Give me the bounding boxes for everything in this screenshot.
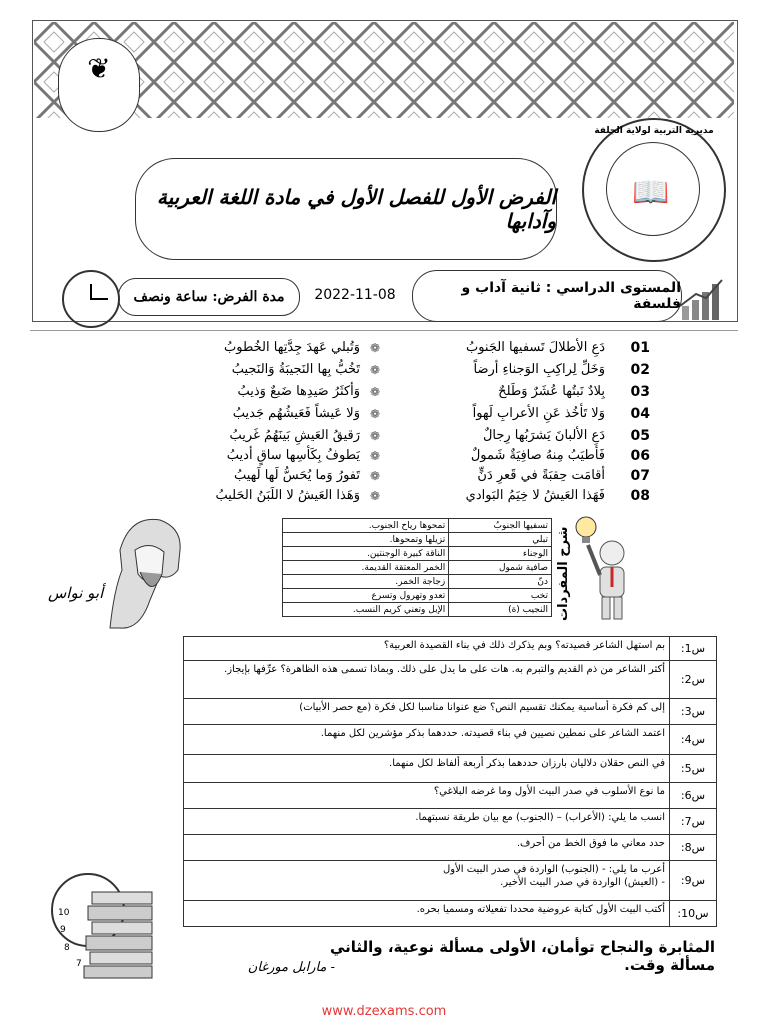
question-row — [184, 809, 717, 835]
verse-second-hemistich: تَخُبُّ بِها النَجيبَةُ وَالنَجيبُ — [231, 362, 360, 377]
motto-quote: المثابرة والنجاح توأمان، الأولى مسألة نوعية، والثاني مسألة وقت. — [329, 938, 715, 974]
verse-second-hemistich: تَفورُ وَما يُحَسُّ لَها لَهيبُ — [233, 468, 360, 483]
question-text: ما نوع الأسلوب في صدر البيت الأول وما غرضه البلاغي؟ — [184, 783, 670, 809]
quote-author: - مارابل مورغان — [247, 960, 335, 975]
class-level: المستوى الدراسي : ثانية آداب و فلسفة — [412, 270, 682, 322]
vocab-word: الوجناء — [449, 547, 552, 561]
verse-first-hemistich: وَخَلِّ لِراكِبِ الوَجناءِ أرضاً — [473, 362, 605, 377]
verse-number: 01 — [630, 340, 650, 356]
vocab-word: النجيب (ة) — [449, 603, 552, 617]
question-number: س2: — [670, 661, 717, 699]
question-text: إلى كم فكرة أساسية يمكنك تقسيم النص؟ ضع عنوانا مناسبا لكل فكرة (مع حصر الأبيات) — [184, 699, 670, 725]
vocab-word: دنّ — [449, 575, 552, 589]
verse-second-hemistich: وَأكثَرُ صَيدِها ضَبعٌ وَذيبُ — [237, 384, 360, 399]
vocab-row — [283, 603, 552, 617]
ornament-icon: ❁ — [369, 429, 381, 443]
exam-title: الفرض الأول للفصل الأول في مادة اللغة العربية وآدابها — [156, 185, 556, 233]
svg-text:10: 10 — [58, 908, 70, 918]
verse-number: 05 — [630, 428, 650, 444]
verse-number: 08 — [630, 488, 650, 504]
clock-icon — [62, 270, 120, 328]
question-row — [184, 861, 717, 901]
verse-second-hemistich: وَهَذا العَيشُ لا اللَبَنُ الحَليبُ — [215, 488, 360, 503]
question-number: س1: — [670, 637, 717, 661]
question-text: بم استهل الشاعر قصيدته؟ وبم يذكرك ذلك في بناء القصيدة العربية؟ — [184, 637, 670, 661]
question-row — [184, 699, 717, 725]
question-row — [184, 901, 717, 927]
verse-first-hemistich: دَعِ الألبانَ يَشرَبُها رِجالٌ — [482, 428, 605, 443]
ornament-icon: ❁ — [369, 341, 381, 355]
verse-second-hemistich: وَلا عَيشاً فَعَيشُهُم جَديبُ — [232, 406, 360, 421]
exam-date: 2022-11-08 — [314, 287, 396, 303]
verse-row — [170, 384, 650, 406]
school-logo — [58, 38, 140, 132]
verse-number: 04 — [630, 406, 650, 422]
question-row — [184, 835, 717, 861]
vocab-row — [283, 589, 552, 603]
exam-title-box — [135, 158, 557, 260]
question-text: أعرب ما يلي: - (الجنوب) الواردة في صدر البيت الأول - (العيش) الواردة في صدر البيت الأخير. — [184, 861, 670, 901]
verse-first-hemistich: فَهَذا العَيشُ لا خِيَمُ البَوادي — [465, 488, 605, 503]
question-number: س10: — [670, 901, 717, 927]
poet-name: أبو نواس — [48, 584, 104, 602]
verse-number: 06 — [630, 448, 650, 464]
vocab-row — [283, 547, 552, 561]
verse-number: 02 — [630, 362, 650, 378]
question-row — [184, 755, 717, 783]
vocab-meaning: تزيلها وتمحوها. — [283, 533, 449, 547]
verse-first-hemistich: فَأطيَبُ مِنهُ صافِيَةٌ شَمولٌ — [470, 448, 605, 463]
vocab-row — [283, 575, 552, 589]
svg-text:8: 8 — [64, 943, 70, 953]
lightbulb-figure-icon — [572, 505, 632, 625]
divider — [30, 330, 738, 331]
ornament-icon: ❁ — [369, 449, 381, 463]
exam-duration: مدة الفرض: ساعة ونصف — [118, 278, 300, 316]
vocab-table — [282, 518, 552, 617]
poet-portrait — [100, 510, 192, 630]
vocab-word: صافية شمول — [449, 561, 552, 575]
question-row — [184, 661, 717, 699]
vocab-meaning: تمحوها رياح الجنوب. — [283, 519, 449, 533]
verse-row — [170, 428, 650, 450]
growth-chart-icon — [676, 276, 726, 324]
verse-first-hemistich: وَلا تَأخُذ عَنِ الأعرابِ لَهواً — [472, 406, 605, 421]
question-number: س3: — [670, 699, 717, 725]
leaf-icon: ❦ — [87, 52, 111, 85]
vocab-row — [283, 519, 552, 533]
question-row — [184, 637, 717, 661]
verse-row — [170, 448, 650, 470]
question-text: أكثر الشاعر من ذم القديم والتبرم به. هات على ما يدل على ذلك. وبماذا تسمى هذه الظاهرة؟ عرِّفها بإيجاز. — [184, 661, 670, 699]
ornament-icon: ❁ — [369, 489, 381, 503]
vocab-word: تسفيها الجنوبُ — [449, 519, 552, 533]
ornament-icon: ❁ — [369, 407, 381, 421]
question-text: اعتمد الشاعر على نمطين نصيين في بناء قصيدته. حددهما بذكر مؤشرين لكل منهما. — [184, 725, 670, 755]
website-link[interactable]: www.dzexams.com — [321, 1004, 447, 1019]
svg-text:9: 9 — [60, 925, 66, 935]
verse-first-hemistich: دَعِ الأطلالَ تَسفيها الجَنوبُ — [465, 340, 605, 355]
question-number: س5: — [670, 755, 717, 783]
ornament-icon: ❁ — [369, 385, 381, 399]
book-icon: 📖 — [632, 175, 670, 210]
directorate-seal — [582, 118, 726, 262]
verse-second-hemistich: يَطوفُ بِكَأسِها ساقٍ أديبُ — [226, 448, 360, 463]
verse-second-hemistich: وَتُبلي عَهدَ جِدَّتِها الخُطوبُ — [224, 340, 360, 355]
verse-number: 03 — [630, 384, 650, 400]
svg-text:7: 7 — [76, 959, 82, 969]
question-row — [184, 783, 717, 809]
books-clock-icon — [48, 870, 158, 980]
vocab-meaning: زجاجة الخمر. — [283, 575, 449, 589]
verse-first-hemistich: أقامَت حِقبَةً في قَعرِ دَنٍّ — [477, 468, 605, 483]
question-text: انسب ما يلي: (الأعراب) – (الجنوب) مع بيان طريقة نسبتهما. — [184, 809, 670, 835]
ornament-icon: ❁ — [369, 363, 381, 377]
vocab-meaning: الإبل وتعني كريم النسب. — [283, 603, 449, 617]
question-number: س9: — [670, 861, 717, 901]
vocab-word: تبلي — [449, 533, 552, 547]
vocab-word: تخب — [449, 589, 552, 603]
verse-row — [170, 406, 650, 428]
verse-row — [170, 340, 650, 362]
vocab-meaning: تعدو وتهرول وتسرع — [283, 589, 449, 603]
question-number: س8: — [670, 835, 717, 861]
question-number: س6: — [670, 783, 717, 809]
seal-text-top: مديرية التربية لولاية الجلفة — [594, 126, 714, 136]
verse-second-hemistich: رَقيقُ العَيشِ بَينَهُمُ غَريبُ — [229, 428, 360, 443]
question-number: س7: — [670, 809, 717, 835]
verse-row — [170, 468, 650, 490]
vocab-row — [283, 561, 552, 575]
question-row — [184, 725, 717, 755]
question-text: في النص حقلان دلاليان بارزان حددهما بذكر أربعة ألفاظ لكل منهما. — [184, 755, 670, 783]
question-number: س4: — [670, 725, 717, 755]
question-text: أكتب البيت الأول كتابة عروضية محددا تفعيلاته ومسميا بحره. — [184, 901, 670, 927]
questions-table — [183, 636, 717, 927]
verse-number: 07 — [630, 468, 650, 484]
ornament-icon: ❁ — [369, 469, 381, 483]
verse-row — [170, 362, 650, 384]
question-text: حدد معاني ما فوق الخط من أحرف. — [184, 835, 670, 861]
vocab-heading: شرح المفردات — [556, 526, 571, 622]
vocab-row — [283, 533, 552, 547]
verse-first-hemistich: بِلادٌ نَبتُها عُشَرٌ وَطَلحٌ — [498, 384, 605, 399]
vocab-meaning: الخمر المعتقة القديمة. — [283, 561, 449, 575]
vocab-meaning: الناقة كبيرة الوجنتين. — [283, 547, 449, 561]
